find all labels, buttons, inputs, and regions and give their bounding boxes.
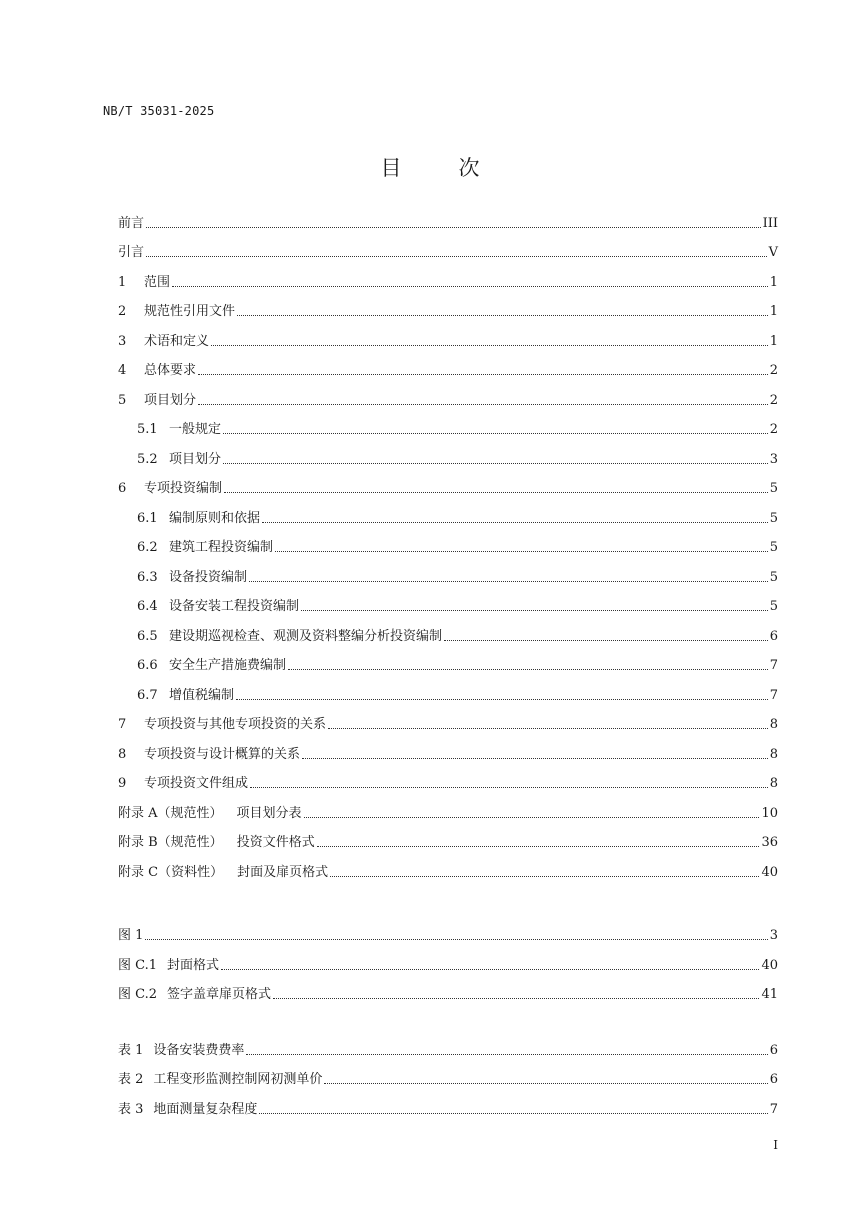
toc-entry-title: 设备投资编制 [169, 570, 248, 585]
toc-entry-6-5[interactable] [137, 627, 778, 647]
toc-entry-page: 8 [769, 717, 778, 732]
toc-entry-6-3[interactable] [137, 568, 778, 588]
dot-leader [304, 817, 760, 818]
table-entry-page: 6 [769, 1072, 778, 1087]
figure-entry-c1[interactable] [118, 956, 778, 976]
table-entry-number: 表 3 [118, 1102, 144, 1117]
toc-entry-title: 增值税编制 [169, 688, 235, 703]
dot-leader [288, 669, 768, 670]
dot-leader [317, 846, 760, 847]
toc-entry-5-1[interactable] [137, 420, 778, 440]
toc-entry-number: 2 [118, 304, 127, 319]
toc-entry-page: 3 [769, 452, 778, 467]
toc-entry-title: 术语和定义 [144, 334, 210, 349]
toc-entry-title: 编制原则和依据 [169, 511, 261, 526]
toc-entry-number: 6 [118, 481, 127, 496]
toc-entry-page: 7 [769, 688, 778, 703]
toc-entry-number: 6.1 [137, 511, 158, 526]
toc-entry-title: 设备安装工程投资编制 [169, 599, 300, 614]
dot-leader [221, 969, 759, 970]
dot-leader [198, 404, 768, 405]
toc-entry-page: 1 [769, 304, 778, 319]
toc-entry-number: 6.7 [137, 688, 158, 703]
toc-entry-6[interactable] [118, 479, 778, 499]
figure-entry-number: 图 1 [118, 928, 144, 943]
dot-leader [324, 1083, 767, 1084]
figure-entry-number: 图 C.2 [118, 987, 158, 1002]
toc-entry-number: 7 [118, 717, 127, 732]
figure-entry-number: 图 C.1 [118, 958, 158, 973]
table-entry-1[interactable] [118, 1041, 778, 1061]
dot-leader [301, 610, 768, 611]
dot-leader [246, 1054, 767, 1055]
figure-entry-c2[interactable] [118, 985, 778, 1005]
toc-entry-page: 2 [769, 422, 778, 437]
toc-entry-number: 附录 B（规范性） [118, 835, 223, 850]
toc-entry-page: 5 [769, 511, 778, 526]
dot-leader [250, 787, 768, 788]
toc-entry-page: 5 [769, 599, 778, 614]
dot-leader [273, 998, 759, 999]
toc-entry-number: 1 [118, 275, 127, 290]
toc-entry-page: 8 [769, 776, 778, 791]
toc-entry-title: 项目划分 [144, 393, 197, 408]
table-entry-page: 6 [769, 1043, 778, 1058]
dot-leader [198, 374, 768, 375]
figure-entry-page: 41 [761, 987, 778, 1002]
toc-entry-page: 5 [769, 570, 778, 585]
standard-code: NB/T 35031-2025 [103, 104, 215, 118]
toc-entry-title: 建设期巡视检查、观测及资料整编分析投资编制 [169, 629, 443, 644]
figure-entry-title: 签字盖章扉页格式 [167, 987, 272, 1002]
dot-leader [146, 256, 767, 257]
toc-entry-title: 安全生产措施费编制 [169, 658, 287, 673]
toc-entry-5[interactable] [118, 391, 778, 411]
table-entry-number: 表 2 [118, 1072, 144, 1087]
toc-entry-9[interactable] [118, 774, 778, 794]
dot-leader [236, 699, 768, 700]
toc-entry-number: 5.2 [137, 452, 158, 467]
toc-entry-title: 引言 [118, 245, 145, 260]
dot-leader [275, 551, 768, 552]
toc-entry-page: 5 [769, 481, 778, 496]
toc-entry-6-4[interactable] [137, 597, 778, 617]
dot-leader [224, 492, 768, 493]
toc-entry-title: 投资文件格式 [236, 835, 315, 850]
toc-entry-number: 附录 C（资料性） [118, 865, 224, 880]
dot-leader [262, 522, 768, 523]
dot-leader [249, 581, 768, 582]
toc-entry-page: V [768, 245, 778, 260]
table-entry-title: 设备安装费费率 [153, 1043, 245, 1058]
toc-entry-title: 一般规定 [169, 422, 222, 437]
toc-entry-6-2[interactable] [137, 538, 778, 558]
toc-entry-page: 1 [769, 334, 778, 349]
toc-entry-page: 6 [769, 629, 778, 644]
toc-entry-7[interactable] [118, 715, 778, 735]
toc-entry-number: 6.5 [137, 629, 158, 644]
table-entry-number: 表 1 [118, 1043, 144, 1058]
figure-entry-title: 封面格式 [167, 958, 220, 973]
toc-entry-page: 5 [769, 540, 778, 555]
toc-entry-number: 5.1 [137, 422, 158, 437]
toc-entry-6-1[interactable] [137, 509, 778, 529]
toc-entry-number: 6.2 [137, 540, 158, 555]
toc-entry-1[interactable] [118, 273, 778, 293]
table-entry-title: 工程变形监测控制网初测单价 [153, 1072, 323, 1087]
toc-entry-number: 4 [118, 363, 127, 378]
toc-entry-3[interactable] [118, 332, 778, 352]
dot-leader [223, 463, 768, 464]
table-entry-page: 7 [769, 1102, 778, 1117]
toc-entry-title: 范围 [144, 275, 171, 290]
toc-entry-number: 6.4 [137, 599, 158, 614]
toc-entry-title: 专项投资与设计概算的关系 [144, 747, 301, 762]
toc-entry-6-6[interactable] [137, 656, 778, 676]
toc-entry-title: 专项投资编制 [144, 481, 223, 496]
toc-entry-title: 建筑工程投资编制 [169, 540, 274, 555]
toc-entry-page: III [762, 216, 778, 231]
toc-entry-4[interactable] [118, 361, 778, 381]
dot-leader [172, 286, 768, 287]
dot-leader [237, 315, 768, 316]
toc-entry-appendix-b[interactable] [118, 833, 778, 853]
figure-entry-1[interactable] [118, 926, 778, 946]
figure-entry-page: 40 [761, 958, 778, 973]
toc-entry-appendix-c[interactable] [118, 863, 778, 883]
dot-leader [302, 758, 768, 759]
toc-entry-page: 40 [761, 865, 778, 880]
toc-entry-appendix-a[interactable] [118, 804, 778, 824]
toc-entry-page: 2 [769, 393, 778, 408]
toc-entry-page: 8 [769, 747, 778, 762]
toc-entry-page: 36 [761, 835, 778, 850]
toc-entry-2[interactable] [118, 302, 778, 322]
toc-entry-number: 9 [118, 776, 127, 791]
toc-entry-title: 前言 [118, 216, 145, 231]
toc-entry-title: 封面及扉页格式 [237, 865, 329, 880]
dot-leader [444, 640, 768, 641]
toc-entry-page: 7 [769, 658, 778, 673]
dot-leader [223, 433, 768, 434]
dot-leader [259, 1113, 767, 1114]
toc-entry-number: 3 [118, 334, 127, 349]
dot-leader [146, 227, 761, 228]
toc-entry-page: 10 [761, 806, 778, 821]
toc-entry-number: 6.6 [137, 658, 158, 673]
dot-leader [330, 876, 759, 877]
toc-entry-title: 专项投资与其他专项投资的关系 [144, 717, 327, 732]
toc-entry-5-2[interactable] [137, 450, 778, 470]
toc-entry-foreword[interactable] [118, 214, 778, 234]
toc-title: 目 次 [380, 156, 498, 180]
toc-entry-title: 项目划分表 [236, 806, 302, 821]
toc-entry-title: 规范性引用文件 [144, 304, 236, 319]
dot-leader [328, 728, 768, 729]
dot-leader [145, 939, 767, 940]
toc-entry-introduction[interactable] [118, 243, 778, 263]
page-number: I [773, 1138, 778, 1152]
toc-entry-title: 项目划分 [169, 452, 222, 467]
toc-entry-number: 5 [118, 393, 127, 408]
toc-entry-page: 2 [769, 363, 778, 378]
toc-entry-number: 6.3 [137, 570, 158, 585]
figure-entry-page: 3 [769, 928, 778, 943]
toc-entry-number: 附录 A（规范性） [118, 806, 223, 821]
dot-leader [211, 345, 768, 346]
toc-entry-number: 8 [118, 747, 127, 762]
toc-entry-page: 1 [769, 275, 778, 290]
toc-entry-title: 专项投资文件组成 [144, 776, 249, 791]
toc-entry-title: 总体要求 [144, 363, 197, 378]
table-entry-3[interactable] [118, 1100, 778, 1120]
toc-entry-6-7[interactable] [137, 686, 778, 706]
table-entry-title: 地面测量复杂程度 [153, 1102, 258, 1117]
table-entry-2[interactable] [118, 1070, 778, 1090]
toc-entry-8[interactable] [118, 745, 778, 765]
